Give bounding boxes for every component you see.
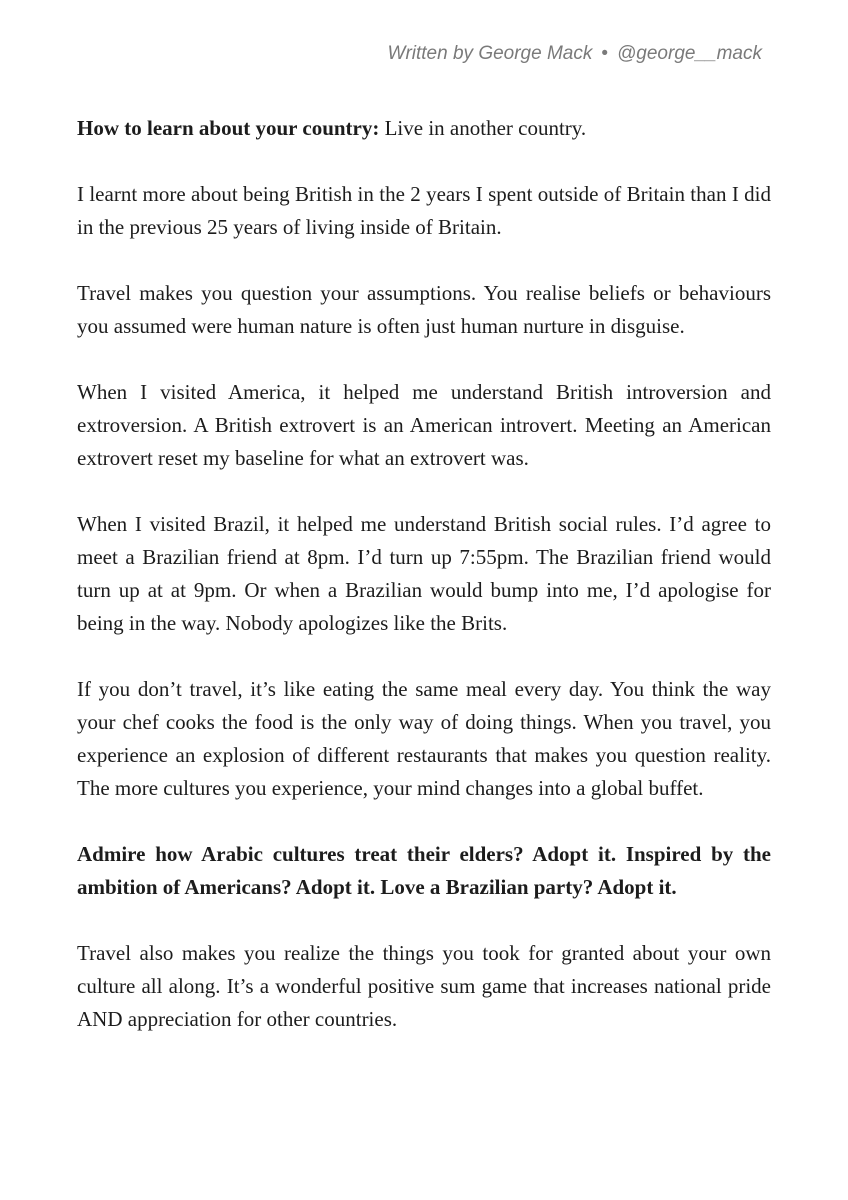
paragraph-brazil	[77, 508, 771, 640]
paragraph-global-buffet	[77, 673, 771, 805]
paragraph-text: When I visited America, it helped me understand British introversion and extroversion. A British extrovert is an American introvert. Meeting an American extrovert reset my baseline for what an extrovert was.	[77, 380, 771, 470]
paragraph-emphasis-text: Admire how Arabic cultures treat their elders? Adopt it. Inspired by the ambition of Americans? Adopt it. Love a Brazilian party? Adopt it.	[77, 842, 771, 899]
paragraph-america	[77, 376, 771, 475]
article-heading-text: Live in another country.	[379, 116, 587, 140]
byline-handle: @george__mack	[617, 43, 762, 64]
byline-separator: •	[601, 43, 609, 64]
paragraph-adopt-it	[77, 838, 771, 904]
paragraph-positive-sum	[77, 937, 771, 1036]
paragraph-text: Travel also makes you realize the things you took for granted about your own culture all along. It’s a wonderful positive sum game that increases national pride AND appreciation for other countries.	[77, 941, 771, 1031]
paragraph-intro	[77, 112, 771, 145]
byline	[388, 40, 762, 68]
paragraph-text: I learnt more about being British in the 2 years I spent outside of Britain than I did in the previous 25 years of living inside of Britain.	[77, 182, 771, 239]
paragraph-text: If you don’t travel, it’s like eating the same meal every day. You think the way your chef cooks the food is the only way of doing things. When you travel, you experience an explosion of different restaurants that makes you question reality. The more cultures you experience, your mind changes into a global buffet.	[77, 677, 771, 800]
paragraph-text: When I visited Brazil, it helped me understand British social rules. I’d agree to meet a Brazilian friend at 8pm. I’d turn up 7:55pm. The Brazilian friend would turn up at at 9pm. Or when a Brazilian would bump into me, I’d apologise for being in the way. Nobody apologizes like the Brits.	[77, 512, 771, 635]
paragraph-text: Travel makes you question your assumptions. You realise beliefs or behaviours you assumed were human nature is often just human nurture in disguise.	[77, 281, 771, 338]
byline-author: Written by George Mack	[387, 43, 593, 64]
paragraph-living-abroad	[77, 178, 771, 244]
article-heading-label: How to learn about your country:	[77, 116, 380, 140]
paragraph-assumptions	[77, 277, 771, 343]
article-body	[77, 112, 771, 1036]
